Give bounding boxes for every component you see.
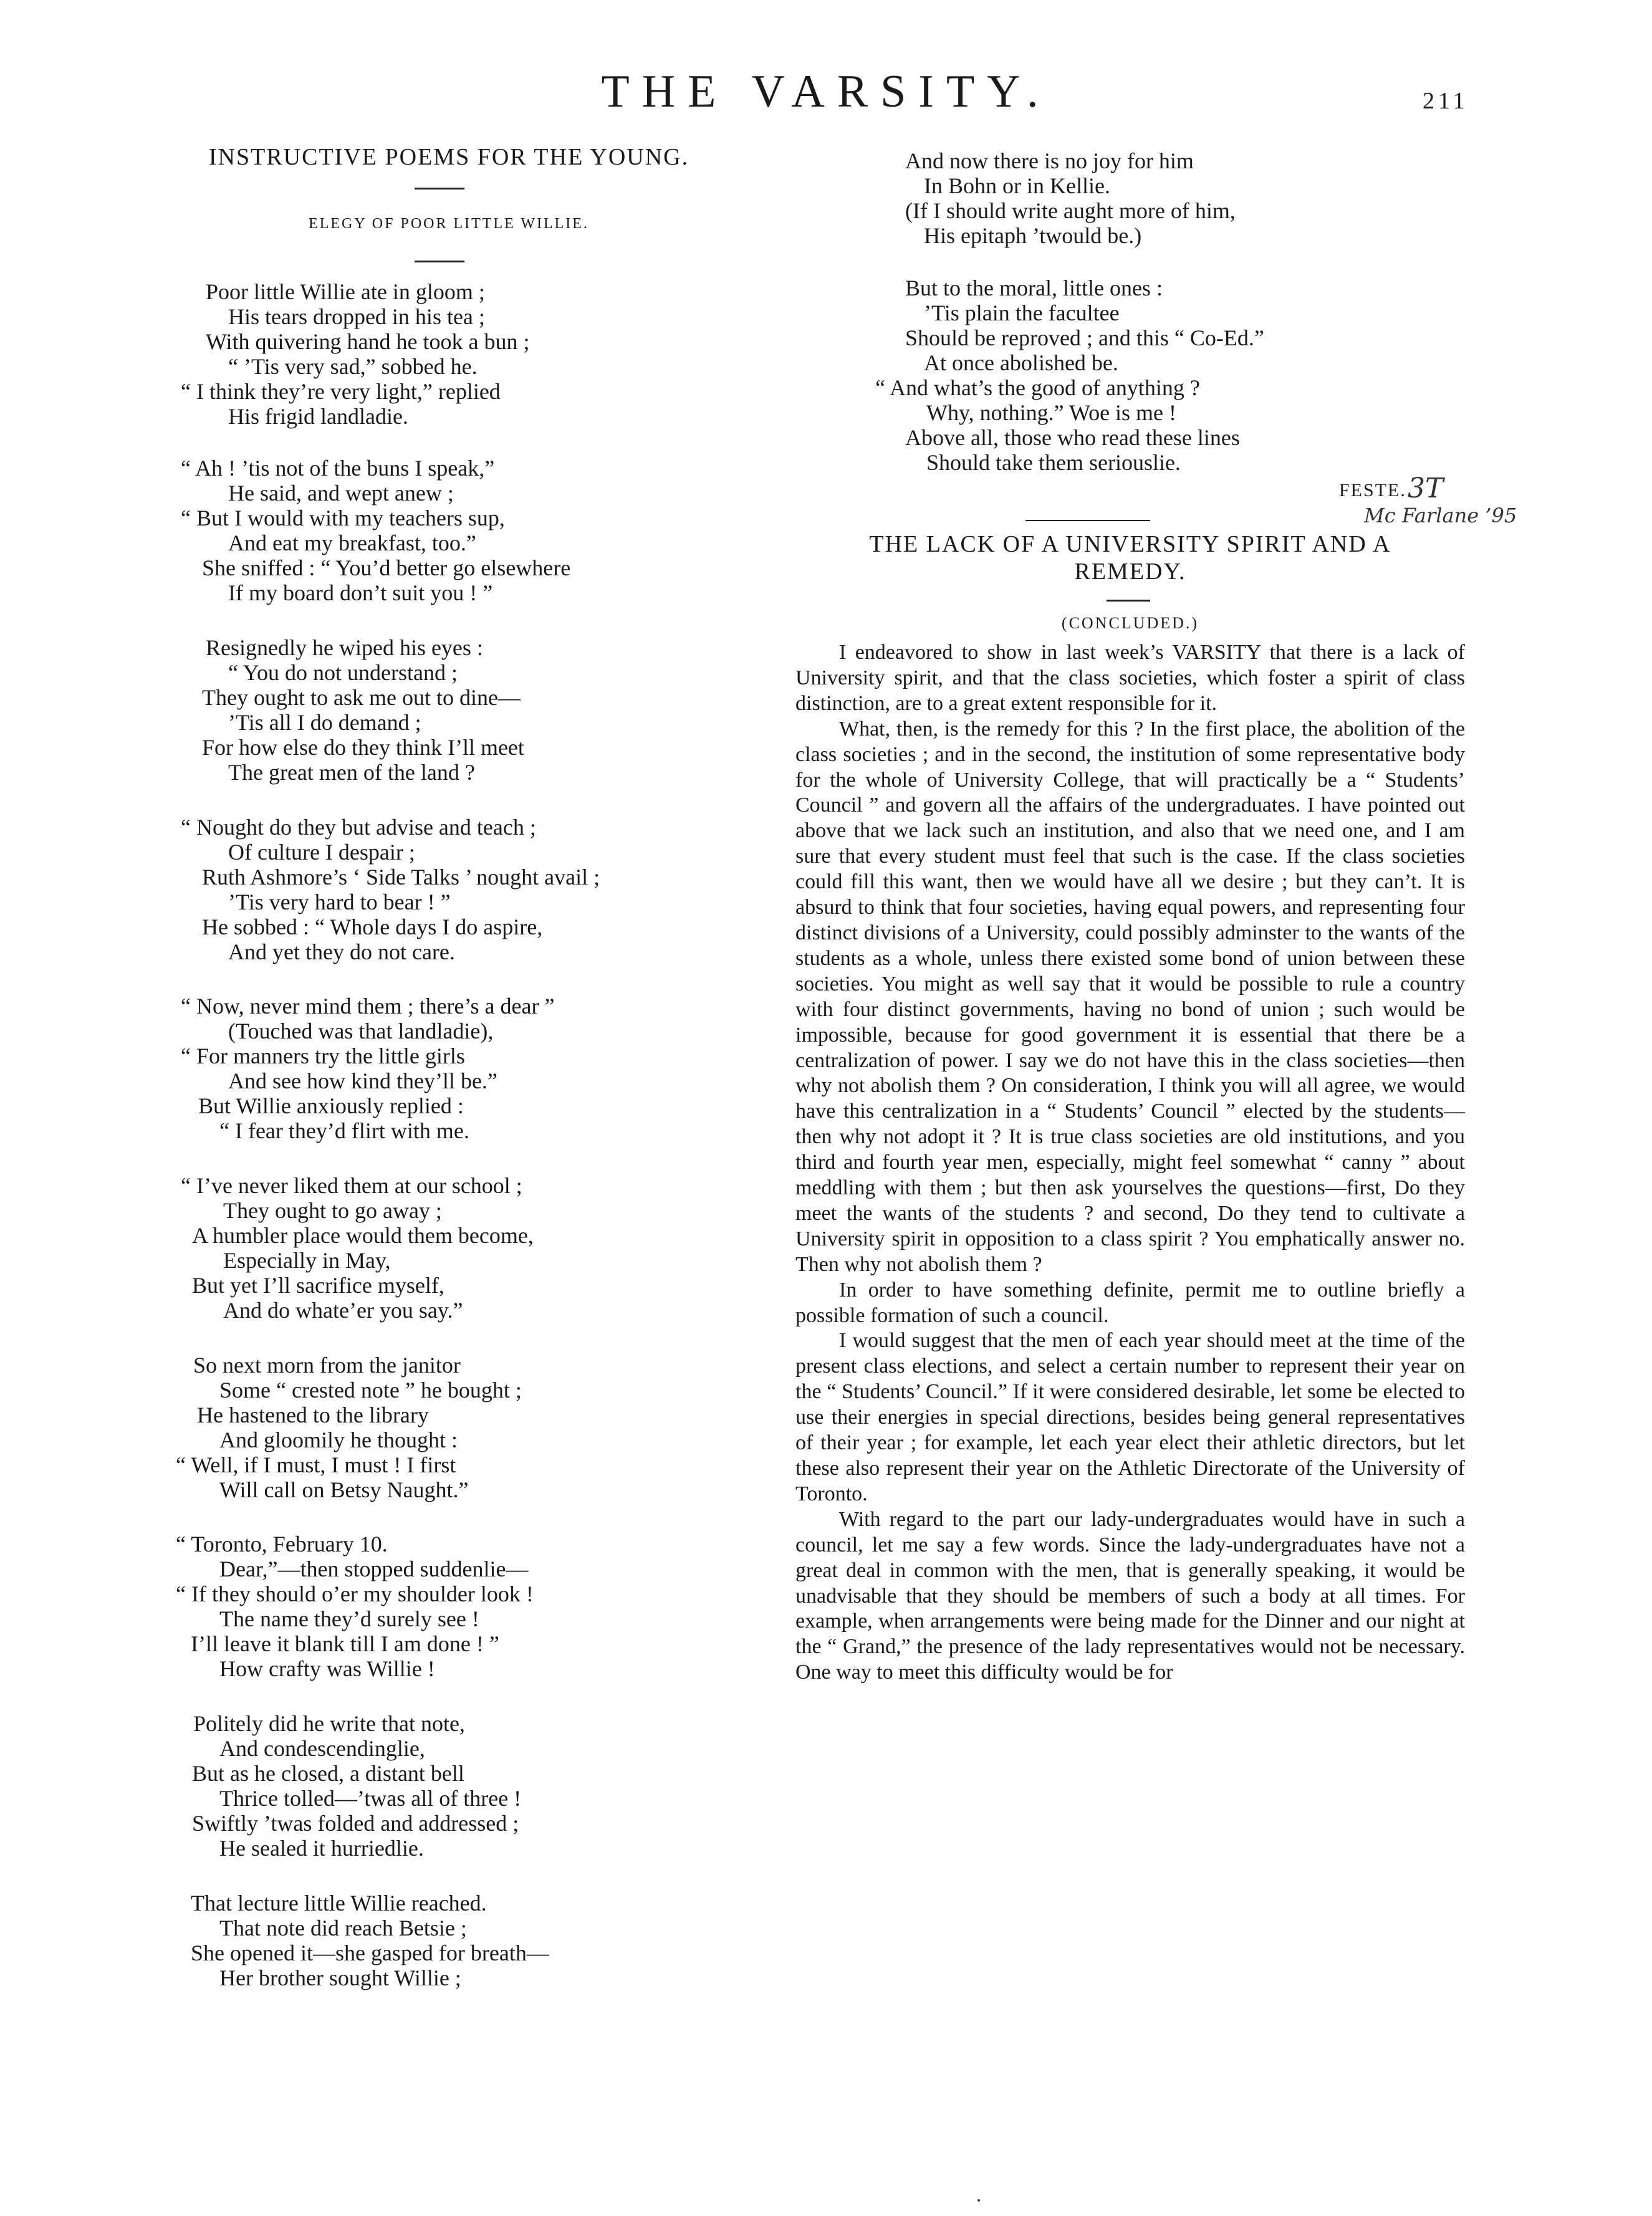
poem-line: But yet I’ll sacrifice myself, [192,1273,444,1298]
poem-line: “ I think they’re very light,” replied [181,379,501,404]
article-title-line1: THE LACK OF A UNIVERSITY SPIRIT AND A [869,531,1391,557]
article-paragraph: I endeavored to show in last week’s VARSITY that there is a lack of University spirit, and that the class societies, which foster a spirit of class distinction, are to a great extent responsible for it. [795,641,1465,715]
poem-line: (If I should write aught more of him, [905,198,1236,223]
poem-line: “ Toronto, February 10. [176,1532,388,1556]
poem-line: And eat my breakfast, too.” [228,530,476,555]
poem-line: “ For manners try the little girls [181,1043,465,1068]
poem-line: With quivering hand he took a bun ; [206,329,530,354]
poem-line: He sealed it hurriedlie. [219,1836,424,1861]
poem-line: Should take them seriouslie. [926,450,1181,475]
poem-signature: FESTE. [1339,480,1406,501]
poem-line: Politely did he write that note, [193,1711,465,1736]
poem-line: Some “ crested note ” he bought ; [219,1378,522,1403]
poem-line: If my board don’t suit you ! ” [228,580,493,605]
poem-line: “ Now, never mind them ; there’s a dear ” [181,994,555,1019]
poem-line: ’Tis plain the facultee [924,300,1120,325]
poem-line: “ I’ve never liked them at our school ; [181,1173,522,1198]
poem-line: That note did reach Betsie ; [219,1916,467,1940]
poem-subtitle: ELEGY OF POOR LITTLE WILLIE. [309,216,589,232]
article-paragraph: With regard to the part our lady-undergraduates would have in such a council, let me say a few words. Since the lady-undergraduates have not a great deal in common with the men, that is generally speaking, it would be unadvisable that they should be members of such a body at all times. For example, when arrangements were being made for the Dinner and our night at the “ Grand,” the presence of the lady representatives would not be necessary. One way to meet this difficulty would be for [795,1507,1465,1684]
article-paragraph: I would suggest that the men of each year should meet at the time of the present class elections, and select a certain number to represent their year on the “ Students’ Council.” If it were considered desirable, let some be elected to use their energies in special directions, besides being general representatives of their year ; for example, let each year elect their athletic directors, but let these also represent their year on the Athletic Directorate of the University of Toronto. [795,1329,1465,1505]
poem-line: Swiftly ’twas folded and addressed ; [192,1811,519,1836]
article-title-rule [1107,600,1150,602]
poem-line: “ But I would with my teachers sup, [181,506,505,530]
poem-line: The name they’d surely see ! [219,1606,479,1631]
poem-line: So next morn from the janitor [193,1353,461,1378]
poem-line: How crafty was Willie ! [219,1656,435,1681]
poem-line: They ought to ask me out to dine— [202,685,521,710]
subtitle-rule [415,261,464,262]
poem-line: That lecture little Willie reached. [191,1891,487,1916]
poem-line: But as he closed, a distant bell [192,1761,464,1786]
poem-line: “ I fear they’d flirt with me. [219,1118,469,1143]
article-paragraph: What, then, is the remedy for this ? In the first place, the abolition of the class societies ; and in the second, the institution of some representative body for the whole of University College, that will practically be a “ Students’ Council ” and govern all the affairs of the undergraduates. I have pointed out above that we lack such an institution, and also that we need one, and I am sure that every student must feel that such is the case. If the class societies could fill this want, then we would have all we desire ; but they can’t. It is absurd to think that four societies, having equal powers, and representing four distinct divisions of a University, could possibly adminster to the wants of the students as a whole, unless there existed some bond of union between these societies. You might as well say that it would be possible to rule a country with four distinct governments, having no bond of union ; such would be impossible, because for good government it is essential that there be a centralization of power. I say we do not have this in the class societies—then why not abolish them ? On consideration, I think you will all agree, we would have this centralization in a “ Students’ Council ” elected by the students—then why not adopt it ? It is true class societies are old institutions, and you third and fourth year men, especially, might feel somewhat “ canny ” about meddling with them ; but then ask yourselves the questions—first, Do they meet the wants of the students ? and second, Do they tend to cultivate a University spirit in opposition to a class spirit ? You emphatically answer no. Then why not abolish them ? [795,717,1465,1276]
poem-line: He hastened to the library [197,1403,429,1427]
poem-line: And do whate’er you say.” [223,1298,463,1323]
poem-line: “ And what’s the good of anything ? [875,375,1200,400]
poem-line: Resignedly he wiped his eyes : [206,635,483,660]
poem-line: (Touched was that landladie), [228,1019,494,1043]
poem-line: The great men of the land ? [228,760,475,785]
poem-line: ’Tis all I do demand ; [228,710,421,735]
handwritten-name: Mc Farlane ’95 [1364,504,1517,527]
poem-line: She opened it—she gasped for breath— [191,1940,549,1965]
poem-line: Ruth Ashmore’s ‘ Side Talks ’ nought avail ; [202,865,600,890]
poem-line: For how else do they think I’ll meet [202,735,524,760]
poem-line: Thrice tolled—’twas all of three ! [219,1786,522,1811]
poem-line: In Bohn or in Kellie. [924,173,1110,198]
poem-line: His frigid landladie. [228,404,408,429]
poem-line: “ You do not understand ; [228,660,458,685]
poem-line: And now there is no joy for him [905,148,1194,173]
poem-line: And condescendinglie, [219,1736,425,1761]
poem-line: And yet they do not care. [228,939,455,964]
poem-line: Her brother sought Willie ; [219,1965,461,1990]
poem-line: “ ’Tis very sad,” sobbed he. [228,354,478,379]
poem-line: She sniffed : “ You’d better go elsewhere [202,555,571,580]
poem-line: Especially in May, [223,1248,391,1273]
poem-line: At once abolished be. [924,350,1118,375]
poem-section-title: INSTRUCTIVE POEMS FOR THE YOUNG. [208,144,689,170]
poem-line: “ Nought do they but advise and teach ; [181,815,536,840]
handwritten-note: 3T [1408,472,1444,504]
poem-line: Above all, those who read these lines [905,425,1240,450]
poem-line: ’Tis very hard to bear ! ” [228,890,451,914]
poem-line: I’ll leave it blank till I am done ! ” [191,1631,499,1656]
section-divider [1025,520,1150,521]
poem-line: His epitaph ’twould be.) [924,223,1142,248]
poem-line: “ If they should o’er my shoulder look ! [176,1581,534,1606]
footer-dot [977,2199,980,2202]
poem-line: “ Ah ! ’tis not of the buns I speak,” [181,456,495,481]
poem-line: And see how kind they’ll be.” [228,1068,497,1093]
poem-line: Poor little Willie ate in gloom ; [206,279,485,304]
article-title-line2: REMEDY. [1074,559,1186,585]
poem-line: But Willie anxiously replied : [198,1093,464,1118]
poem-line: They ought to go away ; [223,1198,442,1223]
article-status: (CONCLUDED.) [1061,614,1199,632]
poem-line: And gloomily he thought : [219,1427,458,1452]
poem-line: Should be reproved ; and this “ Co-Ed.” [905,325,1264,350]
poem-line: Will call on Betsy Naught.” [219,1477,469,1502]
page-number: 211 [1423,88,1469,114]
poem-line: Why, nothing.” Woe is me ! [926,400,1177,425]
poem-line: Of culture I despair ; [228,840,415,865]
poem-line: He said, and wept anew ; [228,481,454,506]
article-paragraph: In order to have something definite, permit me to outline briefly a possible formation of such a council. [795,1278,1465,1327]
poem-line: His tears dropped in his tea ; [228,304,485,329]
article-body [795,640,1465,1686]
poem-line: He sobbed : “ Whole days I do aspire, [202,914,543,939]
poem-line: Dear,”—then stopped suddenlie— [219,1556,529,1581]
poem-line: “ Well, if I must, I must ! I first [176,1452,456,1477]
title-rule [415,188,464,189]
poem-line: But to the moral, little ones : [905,276,1163,300]
masthead: THE VARSITY. [601,66,1051,117]
poem-line: A humbler place would them become, [192,1223,534,1248]
